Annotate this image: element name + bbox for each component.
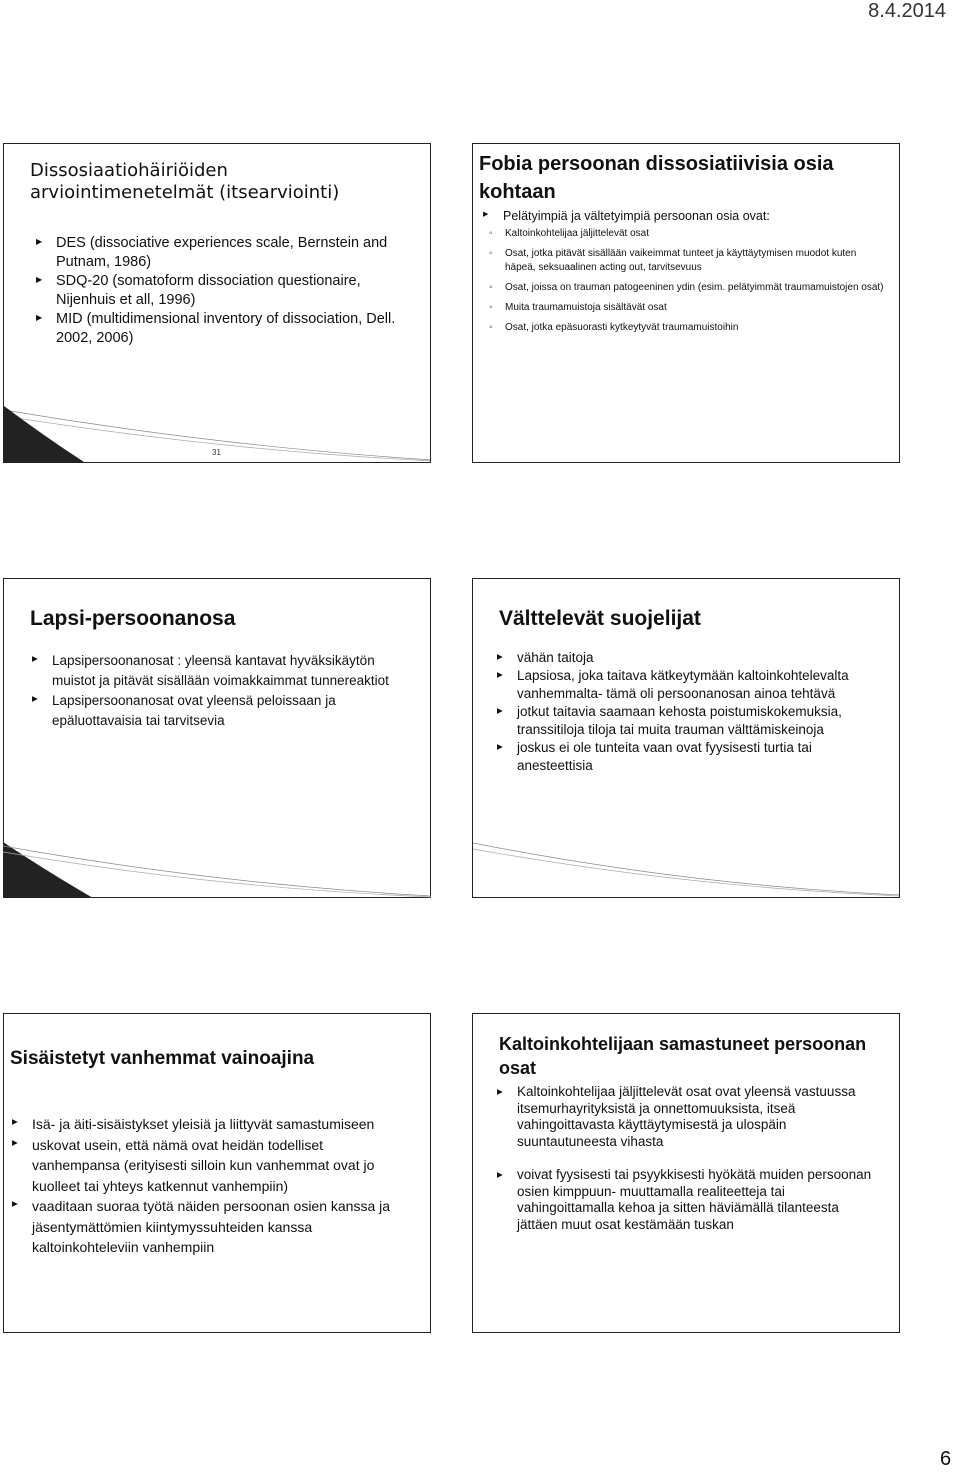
bullet-item: ▶ joskus ei ole tunteita vaan ovat fyysisesti turtia tai anesteettisia xyxy=(495,739,880,775)
slide-avoidant-protectors xyxy=(472,578,900,898)
bullet-item: ▶ Pelätyimpiä ja vältetyimpiä persoonan osia ovat: xyxy=(481,208,891,224)
bullet-list xyxy=(495,649,880,775)
slide-perpetrator-parts xyxy=(472,1013,900,1333)
bullet-item: ▶ vaaditaan suoraa työtä näiden persoonan osien kanssa ja jäsentymättömien kiintymyssuhteiden kanssa kaltoinkohteleviin vanhempiin xyxy=(10,1196,410,1258)
bullet-list xyxy=(30,651,410,731)
sub-bullet-item: ◦ Osat, jotka epäsuorasti kytkeytyvät traumamuistoihin xyxy=(487,321,887,335)
bullet-list xyxy=(34,234,414,348)
bullet-list xyxy=(481,208,891,224)
bullet-item: ▶ uskovat usein, että nämä ovat heidän todelliset vanhempansa (erityisesti silloin kun vanhemmat ovat jo kuolleet tai yhteys katkennut vanhempiin) xyxy=(10,1135,410,1197)
bullet-item: ▶ Lapsiosa, joka taitava kätkeytymään kaltoinkohtelevalta vanhemmalta- tämä oli persoonanosan ainoa tehtävä xyxy=(495,667,880,703)
bullet-item: ▶ Lapsipersoonanosat ovat yleensä peloissaan ja epäluottavaisia tai tarvitsevia xyxy=(30,691,410,731)
slide-title: Sisäistetyt vanhemmat vainoajina xyxy=(10,1048,315,1069)
bullet-item: ▶ MID (multidimensional inventory of dissociation, Dell. 2002, 2006) xyxy=(34,310,414,348)
sub-bullet-item: ◦ Kaltoinkohtelijaa jäljittelevät osat xyxy=(487,227,887,241)
page-number: 6 xyxy=(940,1448,952,1470)
bullet-item: ▶ vähän taitoja xyxy=(495,649,880,667)
slide-phobia-of-parts xyxy=(472,143,900,463)
header-date: 8.4.2014 xyxy=(868,0,946,22)
sub-bullet-item: ◦ Muita traumamuistoja sisältävät osat xyxy=(487,301,887,315)
sub-bullet-item: ◦ Osat, jotka pitävät sisällään vaikeimmat tunteet ja käyttäytymisen muodot kuten häpeä, seksuaalinen acting out, tarvitsevuus xyxy=(487,247,887,275)
slide-title: Fobia persoonan dissosiatiivisia osia kohtaan xyxy=(479,153,834,203)
slide-number: 31 xyxy=(212,448,221,457)
slide-decoration-lines xyxy=(473,841,900,897)
bullet-list xyxy=(10,1114,410,1258)
slide-title: Välttelevät suojelijat xyxy=(499,607,701,630)
slide-title: Lapsi-persoonanosa xyxy=(30,607,236,630)
slide-internalized-parents xyxy=(3,1013,431,1333)
slide-decoration-wedge xyxy=(3,842,431,898)
slide-dissociation-assessment xyxy=(3,143,431,463)
bullet-item: ▶ DES (dissociative experiences scale, Bernstein and Putnam, 1986) xyxy=(34,234,414,272)
bullet-item: ▶ Lapsipersoonanosat : yleensä kantavat hyväksikäytön muistot ja pitävät sisällään voimakkaimmat tunnereaktiot xyxy=(30,651,410,691)
sub-bullet-item: ◦ Osat, joissa on trauman patogeeninen ydin (esim. pelätyimmät traumamuistojen osat) xyxy=(487,281,887,295)
bullet-item: ▶ Kaltoinkohtelijaa jäljittelevät osat ovat yleensä vastuussa itsemurhayrityksistä ja onnettomuuksista, itseä vahingoittavasta käyttäytymisestä ja ulospäin suuntautuneesta vihasta xyxy=(495,1084,880,1150)
bullet-item: ▶ jotkut taitavia saamaan kehosta poistumiskokemuksia, transsitiloja tiloja tai muita trauman välttämiskeinoja xyxy=(495,703,880,739)
bullet-item: ▶ SDQ-20 (somatoform dissociation questionaire, Nijenhuis et all, 1996) xyxy=(34,272,414,310)
slide-title: Dissosiaatiohäiriöiden arviointimenetelmät (itsearviointi) xyxy=(30,160,340,203)
bullet-list xyxy=(495,1084,880,1233)
sub-bullet-list xyxy=(487,227,887,335)
slide-title: Kaltoinkohtelijaan samastuneet persoonan osat xyxy=(499,1034,867,1078)
bullet-item: ▶ Isä- ja äiti-sisäistykset yleisiä ja liittyvät samastumiseen xyxy=(10,1114,410,1135)
bullet-item: ▶ voivat fyysisesti tai psyykkisesti hyökätä muiden persoonan osien kimppuun- muuttamalla realiteetteja tai vahingoittamalla kehoa ja sitten häviämällä tilanteesta jättäen muut osat kestämään tuskan xyxy=(495,1167,880,1233)
